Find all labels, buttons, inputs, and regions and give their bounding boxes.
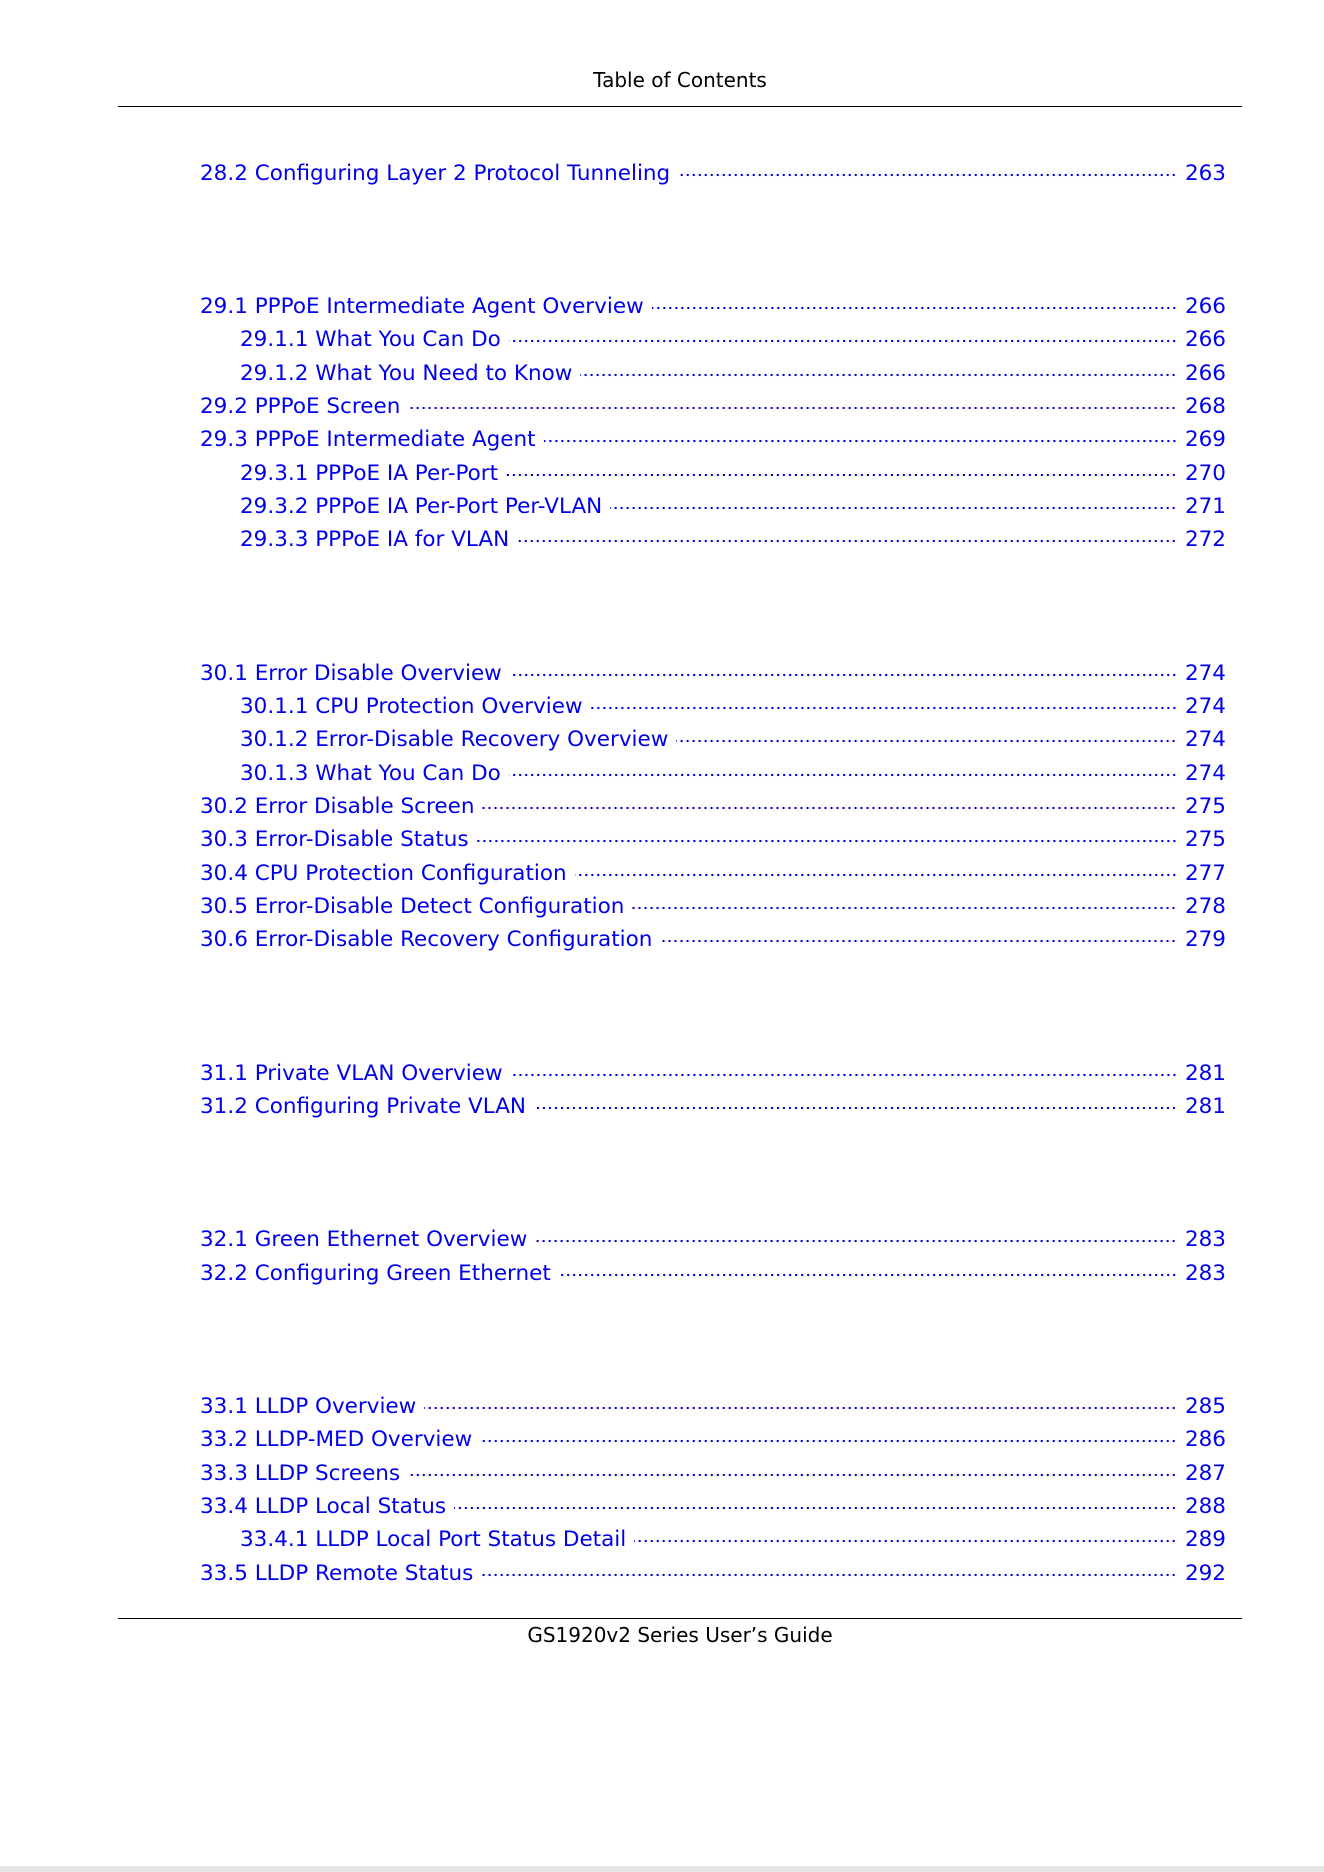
toc-entry-33-1[interactable] <box>200 1387 1226 1420</box>
toc-entry-32-2[interactable] <box>200 1254 1226 1287</box>
toc-entry-title: 29.3.2 PPPoE IA Per-Port Per-VLAN <box>240 494 603 519</box>
toc-leader-dots <box>424 1387 1177 1413</box>
toc-leader-dots <box>632 887 1177 913</box>
toc-page-number: 274 <box>1184 761 1226 786</box>
toc-leader-dots <box>511 1054 1177 1080</box>
toc-leader-dots <box>678 154 1177 180</box>
toc-leader-dots <box>535 1220 1177 1246</box>
toc-entry-title: 30.2 Error Disable Screen <box>200 794 475 819</box>
toc-page-number: 274 <box>1184 727 1226 752</box>
toc-leader-dots <box>591 687 1177 713</box>
toc-page-number: 279 <box>1184 927 1226 952</box>
toc-entry-30-6[interactable] <box>200 920 1226 953</box>
toc-entry-30-5[interactable] <box>200 887 1226 920</box>
toc-entry-29-1-1[interactable] <box>240 320 1226 353</box>
toc-page-number: 266 <box>1184 294 1226 319</box>
toc-leader-dots <box>454 1487 1177 1513</box>
toc-page-number: 275 <box>1184 794 1226 819</box>
toc-page-number: 274 <box>1184 661 1226 686</box>
toc-page-number: 286 <box>1184 1427 1226 1452</box>
toc-leader-dots <box>534 1087 1177 1113</box>
toc-page-number: 271 <box>1184 494 1226 519</box>
toc-leader-dots <box>509 754 1177 780</box>
toc-entry-title: 33.4 LLDP Local Status <box>200 1494 447 1519</box>
toc-page-number: 292 <box>1184 1561 1226 1586</box>
toc-entry-title: 29.1.2 What You Need to Know <box>240 361 573 386</box>
toc-page-number: 269 <box>1184 427 1226 452</box>
toc-entry-30-1-3[interactable] <box>240 754 1226 787</box>
toc-leader-dots <box>408 387 1177 413</box>
toc-leader-dots <box>575 854 1177 880</box>
toc-entry-33-5[interactable] <box>200 1554 1226 1587</box>
toc-entry-title: 30.3 Error-Disable Status <box>200 827 469 852</box>
toc-entry-title: 30.5 Error-Disable Detect Configuration <box>200 894 625 919</box>
toc-entry-title: 30.4 CPU Protection Configuration <box>200 861 567 886</box>
toc-entry-title: 29.3 PPPoE Intermediate Agent <box>200 427 536 452</box>
toc-entry-29-3-1[interactable] <box>240 454 1226 487</box>
toc-page-number: 281 <box>1184 1094 1226 1119</box>
toc-leader-dots <box>510 654 1177 680</box>
toc-page-number: 266 <box>1184 361 1226 386</box>
toc-entry-title: 30.1.1 CPU Protection Overview <box>240 694 583 719</box>
toc-entry-31-1[interactable] <box>200 1054 1226 1087</box>
toc-entry-29-3-2[interactable] <box>240 487 1226 520</box>
toc-page-number: 289 <box>1184 1527 1226 1552</box>
toc-entry-33-3[interactable] <box>200 1454 1226 1487</box>
toc-leader-dots <box>634 1520 1177 1546</box>
toc-leader-dots <box>660 920 1177 946</box>
toc-page-number: 274 <box>1184 694 1226 719</box>
toc-leader-dots <box>517 520 1177 546</box>
toc-page-number: 277 <box>1184 861 1226 886</box>
toc-page-number: 268 <box>1184 394 1226 419</box>
toc-entry-title: 29.1.1 What You Can Do <box>240 327 501 352</box>
toc-entry-title: 33.3 LLDP Screens <box>200 1461 401 1486</box>
toc-entry-32-1[interactable] <box>200 1220 1226 1253</box>
toc-entry-title: 29.2 PPPoE Screen <box>200 394 401 419</box>
toc-page-number: 263 <box>1184 161 1226 186</box>
toc-entry-30-2[interactable] <box>200 787 1226 820</box>
toc-leader-dots <box>580 354 1177 380</box>
toc-leader-dots <box>676 720 1177 746</box>
toc-entry-29-1[interactable] <box>200 287 1226 320</box>
toc-entry-title: 33.2 LLDP-MED Overview <box>200 1427 473 1452</box>
toc-page-number: 287 <box>1184 1461 1226 1486</box>
toc-entry-title: 33.4.1 LLDP Local Port Status Detail <box>240 1527 627 1552</box>
toc-leader-dots <box>509 320 1177 346</box>
toc-entry-30-1-1[interactable] <box>240 687 1226 720</box>
toc-entry-title: 30.1.3 What You Can Do <box>240 761 501 786</box>
toc-entry-title: 33.1 LLDP Overview <box>200 1394 417 1419</box>
toc-page-number: 278 <box>1184 894 1226 919</box>
toc-entry-30-3[interactable] <box>200 820 1226 853</box>
toc-entry-title: 30.6 Error-Disable Recovery Configuration <box>200 927 653 952</box>
footer-divider <box>118 1618 1242 1619</box>
toc-entry-title: 32.2 Configuring Green Ethernet <box>200 1261 551 1286</box>
toc-entry-29-2[interactable] <box>200 387 1226 420</box>
toc-entry-30-1-2[interactable] <box>240 720 1226 753</box>
header-divider <box>118 106 1242 107</box>
page-bottom-edge <box>0 1866 1324 1872</box>
toc-leader-dots <box>482 787 1177 813</box>
toc-entry-title: 32.1 Green Ethernet Overview <box>200 1227 528 1252</box>
toc-leader-dots <box>544 420 1177 446</box>
toc-entry-33-4[interactable] <box>200 1487 1226 1520</box>
page-header-title: Table of Contents <box>593 68 767 92</box>
toc-page-number: 288 <box>1184 1494 1226 1519</box>
toc-page-number: 272 <box>1184 527 1226 552</box>
toc-entry-title: 29.1 PPPoE Intermediate Agent Overview <box>200 294 644 319</box>
toc-entry-29-3[interactable] <box>200 420 1226 453</box>
toc-entry-30-1[interactable] <box>200 654 1226 687</box>
toc-entry-title: 30.1 Error Disable Overview <box>200 661 502 686</box>
toc-leader-dots <box>559 1254 1177 1280</box>
toc-entry-29-1-2[interactable] <box>240 354 1226 387</box>
toc-entry-title: 33.5 LLDP Remote Status <box>200 1561 474 1586</box>
toc-entry-title: 30.1.2 Error-Disable Recovery Overview <box>240 727 669 752</box>
toc-page-number: 270 <box>1184 461 1226 486</box>
toc-entry-33-2[interactable] <box>200 1420 1226 1453</box>
page-footer-text: GS1920v2 Series User’s Guide <box>527 1623 833 1647</box>
toc-page-number: 283 <box>1184 1261 1226 1286</box>
toc-page-number: 275 <box>1184 827 1226 852</box>
toc-entry-title: 28.2 Configuring Layer 2 Protocol Tunneling <box>200 161 671 186</box>
toc-leader-dots <box>481 1554 1177 1580</box>
toc-entry-29-3-3[interactable] <box>240 520 1226 553</box>
toc-page-number: 266 <box>1184 327 1226 352</box>
toc-entry-title: 31.2 Configuring Private VLAN <box>200 1094 526 1119</box>
toc-entry-33-4-1[interactable] <box>240 1520 1226 1553</box>
toc-entry-31-2[interactable] <box>200 1087 1226 1120</box>
toc-leader-dots <box>477 820 1177 846</box>
toc-leader-dots <box>506 454 1177 480</box>
toc-entry-title: 29.3.3 PPPoE IA for VLAN <box>240 527 510 552</box>
toc-page-number: 285 <box>1184 1394 1226 1419</box>
toc-entry-title: 29.3.1 PPPoE IA Per-Port <box>240 461 499 486</box>
toc-entry-title: 31.1 Private VLAN Overview <box>200 1061 503 1086</box>
toc-entry-30-4[interactable] <box>200 854 1226 887</box>
toc-page-number: 283 <box>1184 1227 1226 1252</box>
toc-leader-dots <box>480 1420 1177 1446</box>
toc-entry-28-2[interactable] <box>200 154 1226 187</box>
toc-leader-dots <box>610 487 1177 513</box>
toc-leader-dots <box>652 287 1177 313</box>
toc-page-number: 281 <box>1184 1061 1226 1086</box>
toc-leader-dots <box>408 1454 1177 1480</box>
